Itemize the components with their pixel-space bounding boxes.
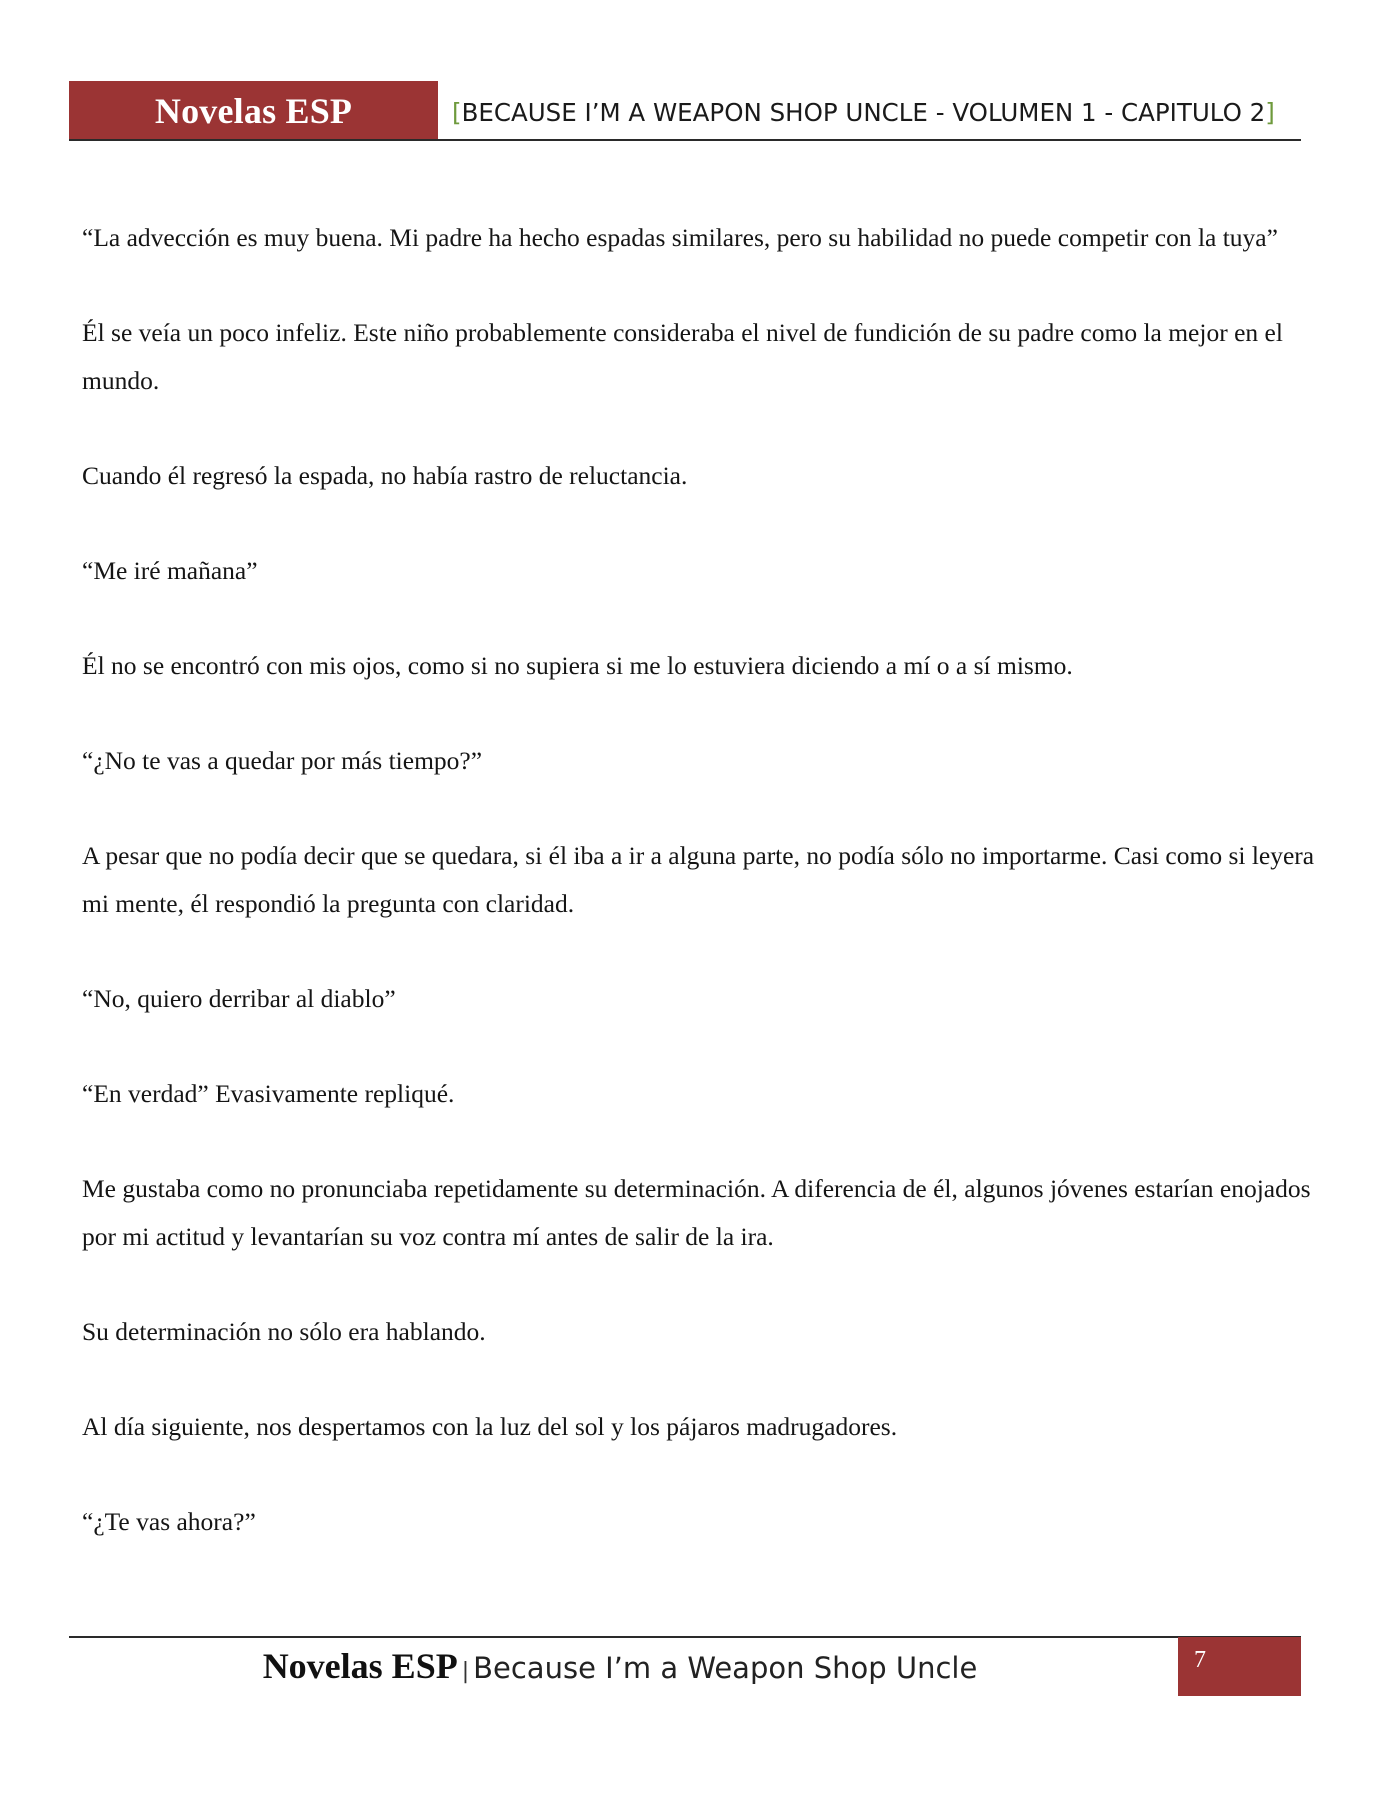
header-title-open-bracket: [ [452, 98, 462, 127]
paragraph: “La advección es muy buena. Mi padre ha hecho espadas similares, pero su habilidad no puede competir con la tuya” [82, 223, 1278, 252]
paragraph: “No, quiero derribar al diablo” [82, 984, 396, 1013]
header-divider [69, 139, 1301, 141]
page-body [82, 214, 1322, 1593]
paragraph: “Me iré mañana” [82, 556, 258, 585]
paragraph: Él no se encontró con mis ojos, como si no supiera si me lo estuviera diciendo a mí o a sí mismo. [82, 651, 1073, 680]
footer-brand: Novelas ESP [262, 1646, 458, 1686]
footer-subtitle: Because I’m a Weapon Shop Uncle [473, 1651, 978, 1685]
page-number-box [1178, 1637, 1301, 1696]
paragraph: A pesar que no podía decir que se quedara, si él iba a ir a alguna parte, no podía sólo no importarme. Casi como si leyera mi mente, él respondió la pregunta con claridad. [82, 841, 1315, 918]
header-title-close-bracket: ] [1265, 98, 1275, 127]
paragraph: Su determinación no sólo era hablando. [82, 1317, 486, 1346]
header-brand-band [69, 81, 438, 140]
footer-divider [69, 1636, 1301, 1638]
header-title-text: BECAUSE I’M A WEAPON SHOP UNCLE - VOLUMEN 1 - CAPITULO 2 [461, 98, 1266, 127]
paragraph: “En verdad” Evasivamente repliqué. [82, 1079, 455, 1108]
footer-separator: | [461, 1659, 470, 1684]
paragraph: Cuando él regresó la espada, no había rastro de reluctancia. [82, 461, 688, 490]
footer-text [0, 1645, 1240, 1687]
paragraph: Me gustaba como no pronunciaba repetidamente su determinación. A diferencia de él, algunos jóvenes estarían enojados por mi actitud y levantarían su voz contra mí antes de salir de la ira. [82, 1174, 1311, 1251]
page-number: 7 [1194, 1647, 1206, 1673]
header-brand: Novelas ESP [154, 90, 353, 131]
header-title [452, 98, 1275, 127]
paragraph: “¿Te vas ahora?” [82, 1507, 256, 1536]
paragraph: “¿No te vas a quedar por más tiempo?” [82, 746, 483, 775]
paragraph: Él se veía un poco infeliz. Este niño probablemente consideraba el nivel de fundición de su padre como la mejor en el mundo. [82, 318, 1283, 395]
paragraph: Al día siguiente, nos despertamos con la luz del sol y los pájaros madrugadores. [82, 1412, 898, 1441]
